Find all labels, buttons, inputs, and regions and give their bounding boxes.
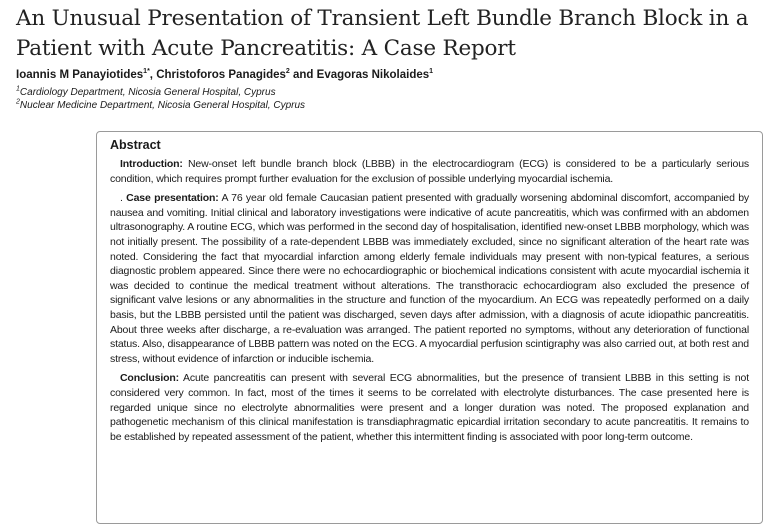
affiliation-text: Nuclear Medicine Department, Nicosia General Hospital, Cyprus [19,100,306,111]
author-name: Evagoras Nikolaides [316,69,430,81]
abstract-heading: Abstract [110,138,161,152]
section-label: Conclusion: [120,372,180,385]
section-label: Case presentation: [126,192,219,205]
author-affiliation-marker: 1* [143,68,150,76]
affiliation [16,87,276,99]
section-text: A 76 year old female Caucasian patient presented with gradually worsening abdominal discomfort, accompanied by nausea and vomiting. Initial clinical and laboratory investigations were indicative of acute pancreatitis, which was confirmed with an abdomen ultrasonography. A routine ECG, which was performed in the second day of hospitalisation, identified new-onset LBBB morphology, which was not initially present. The possibility of a rate-dependent LBBB was immediately excluded, since no significant alteration of the heart rate was noted. Considering the fact that myocardial infarction among elderly female individuals may present with non-typical features, a serious diagnostic problem appeared. Since there were no echocardiographic or biochemical indications consistent with acute myocardial ischemia it was decided to continue the medical treatment without alterations. The transthoracic echocardiogram also excluded the presence of significant valve lesions or any abnormalities in the structure and function of the myocardium. An ECG was repeatedly performed on a daily basis, but the LBBB persisted until the patient was discharged, seven days after admission, with a diagnosis of acute idiopathic pancreatitis. About three weeks after discharge, a re-evaluation was arranged. The patient reported no symptoms, without any deterioration of functional status. Also, disappearance of LBBB pattern was noted on the ECG. A myocardial perfusion scintigraphy was also carried out, at both rest and stress, without evidence of infarction or inducible ischemia. [110,192,749,365]
abstract-case-presentation [110,191,749,366]
paper-title: An Unusual Presentation of Transient Left Bundle Branch Block in a Patient with Acute Pancreatitis: A Case Report [16,6,749,61]
section-text: Acute pancreatitis can present with several ECG abnormalities, but the presence of transient LBBB in this setting is not considered very common. In fact, most of the times it seems to be correlated with electrolyte disturbances. The case presented here is regarded unique since no electrolyte abnormalities were present and a longer duration was noted. The proposed explanation and pathogenetic mechanism of this clinical manifestation is transdiaphragmatic epicardial irritation secondary to acute pancreatitis. It remains to be established by repeated assessment of the patient, whether this intermittent finding is associated with poor long-term outcome. [110,372,749,443]
section-text: New-onset left bundle branch block (LBBB) in the electrocardiogram (ECG) is considered to be a particularly serious condition, which requires prompt further evaluation for the exclusion of possible underlying myocardial ischemia. [110,158,749,185]
author-affiliation-marker: 1 [429,68,434,76]
affiliation [16,100,305,112]
affiliation-text: Cardiology Department, Nicosia General Hospital, Cyprus [19,87,276,98]
author-separator: , [149,69,157,81]
affiliation-marker: 2 [16,98,20,106]
author-affiliation-marker: 2 [285,68,290,76]
author-separator: and [289,69,317,81]
section-prefix: . [120,192,127,205]
abstract-box [96,131,763,524]
abstract-conclusion [110,371,749,444]
affiliation-marker: 1 [16,85,20,93]
author-name: Ioannis M Panayiotides [16,69,144,81]
author-list [16,68,433,82]
section-label: Introduction: [120,158,183,170]
author-name: Christoforos Panagides [156,69,286,81]
abstract-introduction [110,157,749,186]
